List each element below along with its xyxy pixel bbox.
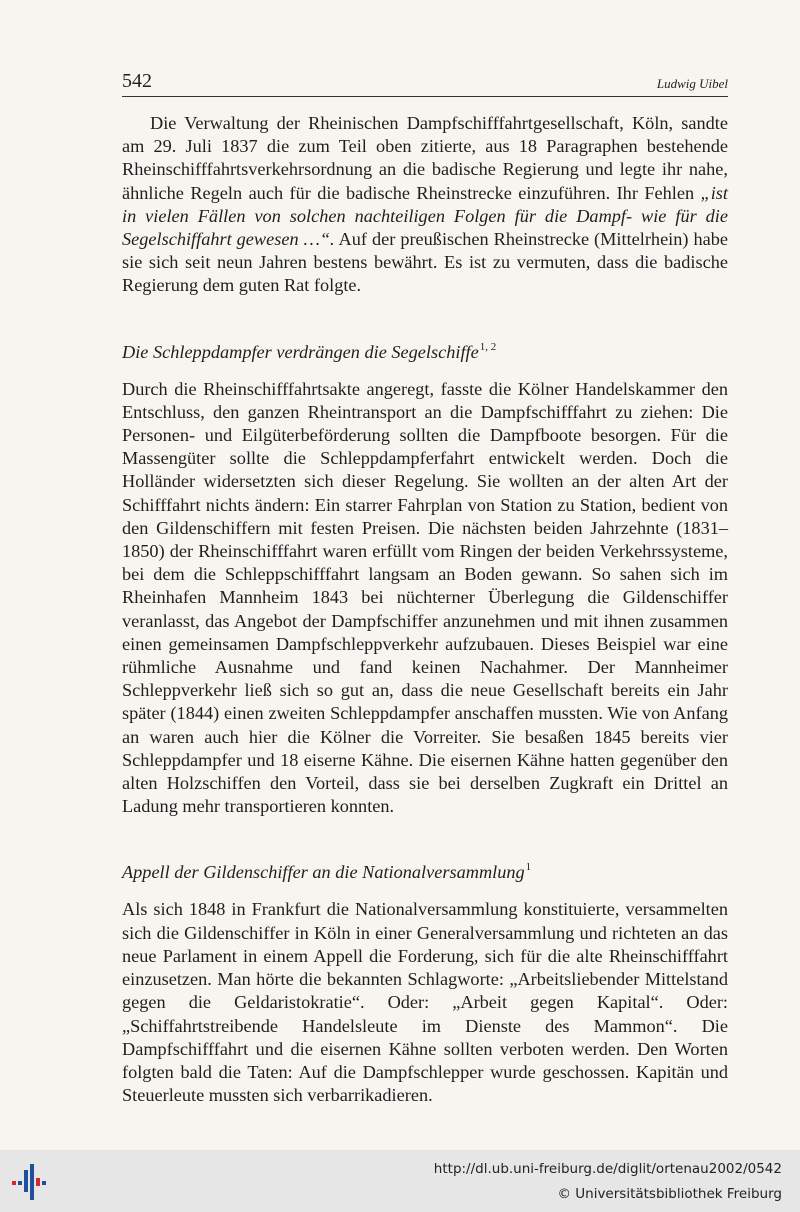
section-heading-text: Die Schleppdampfer verdrängen die Segelschiffe (122, 341, 479, 362)
library-footer (0, 1150, 800, 1212)
paragraph (122, 112, 728, 298)
section-heading (122, 856, 728, 884)
page-number: 542 (122, 70, 152, 92)
paragraph: Als sich 1848 in Frankfurt die Nationalversammlung konstituierte, versammelten sich die Gildenschiffer in Köln in einer Generalversammlung und richteten an das neue Parlament in einem Appell die Forderung, sich für die alte Rheinschifffahrt einzusetzen. Man hörte die bekannten Schlagworte: „Arbeitsliebender Mittelstand gegen die Geldaristokratie“. Oder: „Arbeit gegen Kapital“. Oder: „Schiffahrtstreibende Handelsleute im Dienste des Mammon“. Die Dampfschifffahrt und die eisernen Kähne sollten verboten werden. Den Worten folgten bald die Taten: Auf die Dampfschlepper wurde geschossen. Kapitän und Steuerleute mussten sich verbarrikadieren. (122, 899, 728, 1106)
footnote-reference: 1, 2 (479, 340, 497, 353)
paragraph-text: Die Verwaltung der Rheinischen Dampfschifffahrtgesellschaft, Köln, sandte am 29. Juli 1837 die zum Teil oben zitierte, aus 18 Paragraphen bestehende Rheinschifffahrtsverkehrsordnung an die badische Regierung und legte ihr nahe, ähnliche Regeln auch für die badische Rheinstrecke einzuführen. Ihr Fehlen (122, 113, 728, 203)
quotation: „ist in vielen Fällen von solchen nachteiligen Folgen für die Dampf- wie für die Segelschiffahrt gewesen …“. (122, 182, 728, 250)
paragraph-text: Auf der preußischen Rheinstrecke (Mittelrhein) habe sie sich seit neun Jahren bestens bewährt. Es ist zu vermuten, dass die badische Regierung dem guten Rat folgte. (122, 229, 728, 296)
footnote-reference: 1 (525, 861, 532, 874)
section-heading-text: Appell der Gildenschiffer an die Nationalversammlung (122, 862, 525, 883)
section-heading (122, 336, 728, 364)
body-text (122, 112, 728, 1107)
permalink-url[interactable]: http://dl.ub.uni-freiburg.de/diglit/ortenau2002/0542 (433, 1161, 782, 1177)
paragraph: Durch die Rheinschifffahrtsakte angeregt, fasste die Kölner Handelskammer den Entschluss, den ganzen Rheintransport an die Dampfschifffahrt zu ziehen: Die Personen- und Eilgüterbeförderung sollten die Dampfboote besorgen. Für die Massengüter sollte die Schleppdampferfahrt entwickelt werden. Doch die Holländer widersetzten sich dieser Regelung. Sie wollten an der alten Art der Schifffahrt nichts ändern: Ein starrer Fahrplan von Station zu Station, bedient von den Gildenschiffern mit festen Preisen. Die nächsten beiden Jahrzehnte (1831–1850) der Rheinschifffahrt waren erfüllt vom Ringen der beiden Verkehrssysteme, bei dem die Schleppschifffahrt langsam an Boden gewann. So sahen sich im Rheinhafen Mannheim 1843 bei nüchterner Überlegung die Gildenschiffer veranlasst, das Angebot der Dampfschiffer anzunehmen und mit ihnen zusammen einen gemeinsamen Dampfschleppverkehr aufzubauen. Dieses Beispiel war eine rühmliche Ausnahme und fand keinen Nachahmer. Der Mannheimer Schleppverkehr ließ sich so gut an, dass die neue Gesellschaft bereits ein Jahr später (1844) einen zweiten Schleppdampfer anschaffen mussten. Wie von Anfang an waren auch hier die Kölner die Vorreiter. Sie besaßen 1845 bereits vier Schleppdampfer und 18 eiserne Kähne. Die eisernen Kähne hatten gegenüber den alten Holzschiffen den Vorteil, dass sie bei derselben Zugkraft ein Drittel an Ladung mehr transportieren konnten. (122, 378, 728, 817)
page-header (122, 70, 728, 97)
copyright-notice: © Universitätsbibliothek Freiburg (557, 1186, 782, 1202)
ub-freiburg-logo-icon[interactable] (12, 1164, 52, 1200)
running-head: Ludwig Uibel (656, 76, 728, 91)
